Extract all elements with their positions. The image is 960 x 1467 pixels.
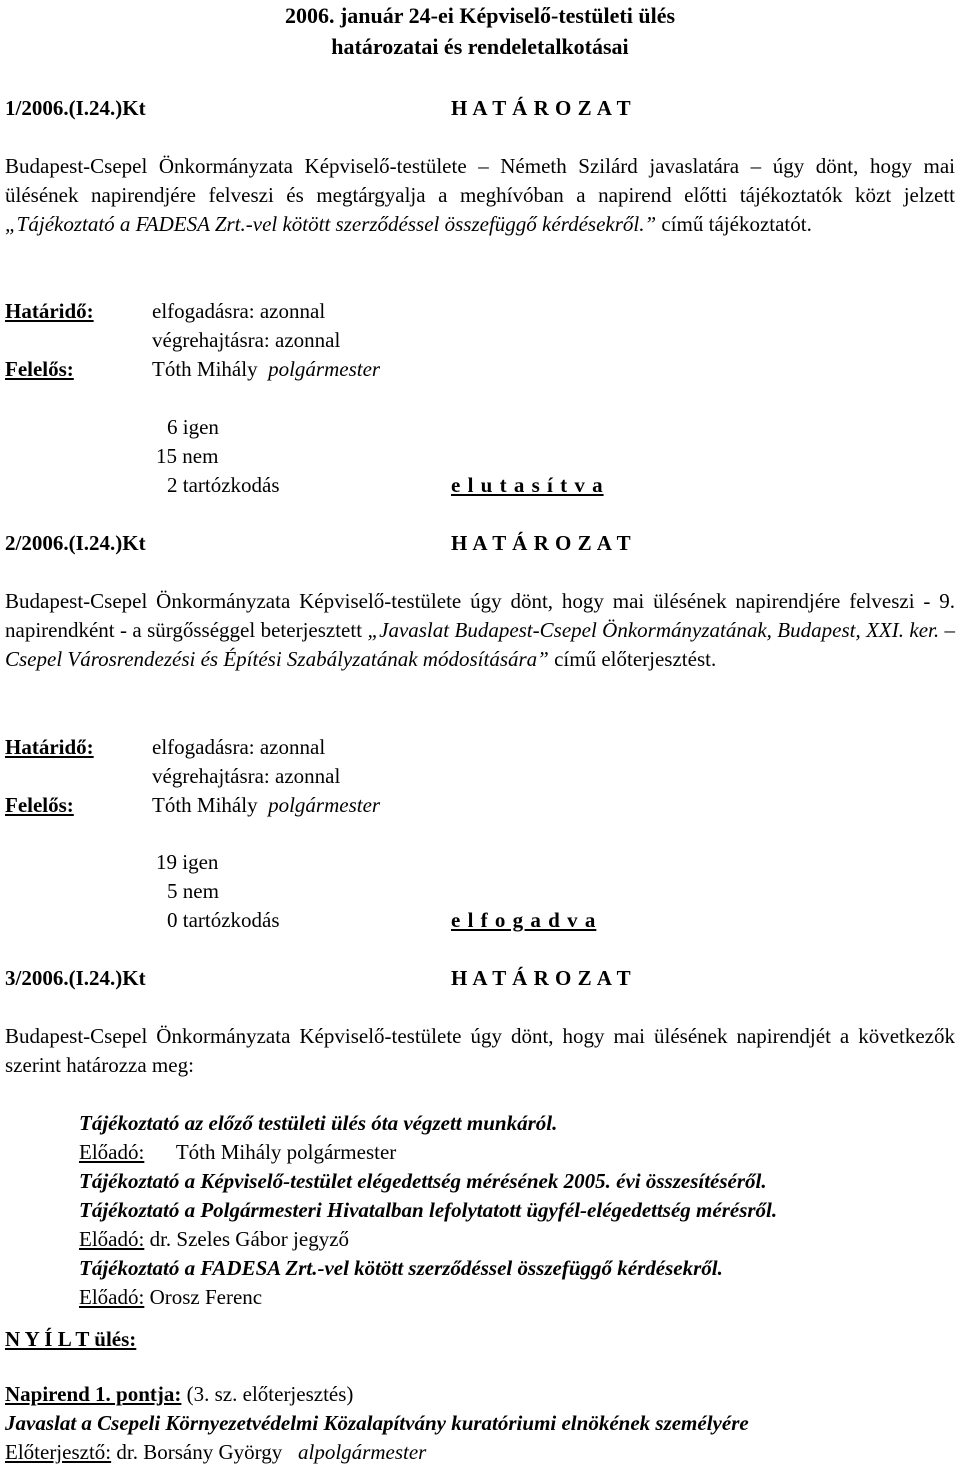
agenda-eloado-2: Előadó: dr. Szeles Gábor jegyző: [79, 1227, 350, 1251]
resolution-text-plain: Budapest-Csepel Önkormányzata Képviselő-testülete úgy dönt, hogy mai ülésének napirendjére felveszi - 9. napirendként - a sürgősséggel beterjesztett: [5, 589, 955, 642]
napirend-1-line: [5, 1380, 353, 1409]
agenda-item-2: Tájékoztató a Képviselő-testület elégedettség mérésének 2005. évi összesítéséről.: [79, 1169, 767, 1193]
vote-nem: 15 nem: [156, 444, 219, 468]
hatarozat-label: H A T Á R O Z A T: [451, 531, 632, 555]
title-line-1: 2006. január 24-ei Képviselő-testületi ülés: [284, 3, 676, 28]
agenda-item-3: Tájékoztató a Polgármesteri Hivatalban lefolytatott ügyfél-elégedettség mérésről.: [79, 1198, 778, 1222]
hatarozat-label: H A T Á R O Z A T: [451, 96, 632, 120]
resolution-1-text: [5, 152, 955, 239]
eloterjeszto-label: Előterjesztő:: [5, 1440, 112, 1464]
vote-igen: 6 igen: [167, 415, 219, 439]
resolution-1-header: [5, 94, 955, 123]
agenda-eloado-1: Előadó: Tóth Mihály polgármester: [79, 1140, 397, 1164]
napirend-label: Napirend 1. pontja:: [5, 1382, 182, 1406]
vote-nem: 5 nem: [167, 879, 219, 903]
resolution-3-header: [5, 964, 955, 993]
vote-igen: 19 igen: [156, 850, 219, 874]
resolution-3-text: [5, 1022, 955, 1080]
agenda-eloado-3: Előadó: Orosz Ferenc: [79, 1285, 263, 1309]
resolution-text-plain: Budapest-Csepel Önkormányzata Képviselő-testülete – Németh Szilárd javaslatára – úgy dönt, hogy mai ülésének napirendjére felveszi és megtárgyalja a meghívóban a napirend előtti tájékoztatók közt jelzett: [5, 154, 955, 207]
resolution-number: 3/2006.(I.24.)Kt: [5, 966, 146, 990]
resolution-text-plain-end: című tájékoztatót.: [656, 212, 812, 236]
eloterjeszto-line: [5, 1438, 426, 1467]
hatarido-label: Határidő:: [5, 735, 94, 759]
felelos-label: Felelős:: [5, 793, 74, 817]
agenda-item-4: Tájékoztató a FADESA Zrt.-vel kötött szerződéssel összefüggő kérdésekről.: [79, 1256, 723, 1280]
vote-result: e l f o g a d v a: [451, 908, 597, 932]
hatarido-label: Határidő:: [5, 299, 94, 323]
resolution-2-header: [5, 529, 955, 558]
title-line-2: határozatai és rendeletalkotásai: [331, 34, 629, 59]
napirend-ref: (3. sz. előterjesztés): [181, 1382, 354, 1406]
hatarozat-label: H A T Á R O Z A T: [451, 966, 632, 990]
resolution-2-text: [5, 587, 955, 674]
agenda-list: [79, 1109, 959, 1312]
elfogadasra-value: elfogadásra: azonnal: [152, 735, 326, 759]
resolution-text-italic: „Javaslat Budapest-Csepel Önkormányzatának, Budapest, XXI. ker. – Csepel Városrendezési és Építési Szabályzatának módosítására”: [5, 618, 955, 671]
agenda-item-1: Tájékoztató az előző testületi ülés óta végzett munkáról.: [79, 1111, 558, 1135]
resolution-text: Budapest-Csepel Önkormányzata Képviselő-testülete úgy dönt, hogy mai ülésének napirendjét a következők szerint határozza meg:: [5, 1024, 955, 1077]
resolution-text-plain-end: című előterjesztést.: [548, 647, 717, 671]
vote-tartozkodas: 0 tartózkodás: [167, 908, 280, 932]
felelos-value: Tóth Mihály polgármester: [152, 793, 381, 817]
resolution-number: 1/2006.(I.24.)Kt: [5, 96, 146, 120]
resolution-number: 2/2006.(I.24.)Kt: [5, 531, 146, 555]
eloterjeszto-title: alpolgármester: [298, 1440, 427, 1464]
vote-tartozkodas: 2 tartózkodás: [167, 473, 280, 497]
eloterjeszto-name: dr. Borsány György: [111, 1440, 283, 1464]
vegrehajtasra-value: végrehajtásra: azonnal: [152, 764, 341, 788]
vegrehajtasra-value: végrehajtásra: azonnal: [152, 328, 341, 352]
nyilt-ules-heading: N Y Í L T ülés:: [5, 1327, 137, 1351]
napirend-1-title: Javaslat a Csepeli Környezetvédelmi Közalapítvány kuratóriumi elnökének személyére: [5, 1411, 749, 1435]
vote-result: e l u t a s í t v a: [451, 473, 604, 497]
felelos-value: Tóth Mihály polgármester: [152, 357, 381, 381]
resolution-text-italic: „Tájékoztató a FADESA Zrt.-vel kötött szerződéssel összefüggő kérdésekről.”: [5, 212, 657, 236]
felelos-label: Felelős:: [5, 357, 74, 381]
elfogadasra-value: elfogadásra: azonnal: [152, 299, 326, 323]
